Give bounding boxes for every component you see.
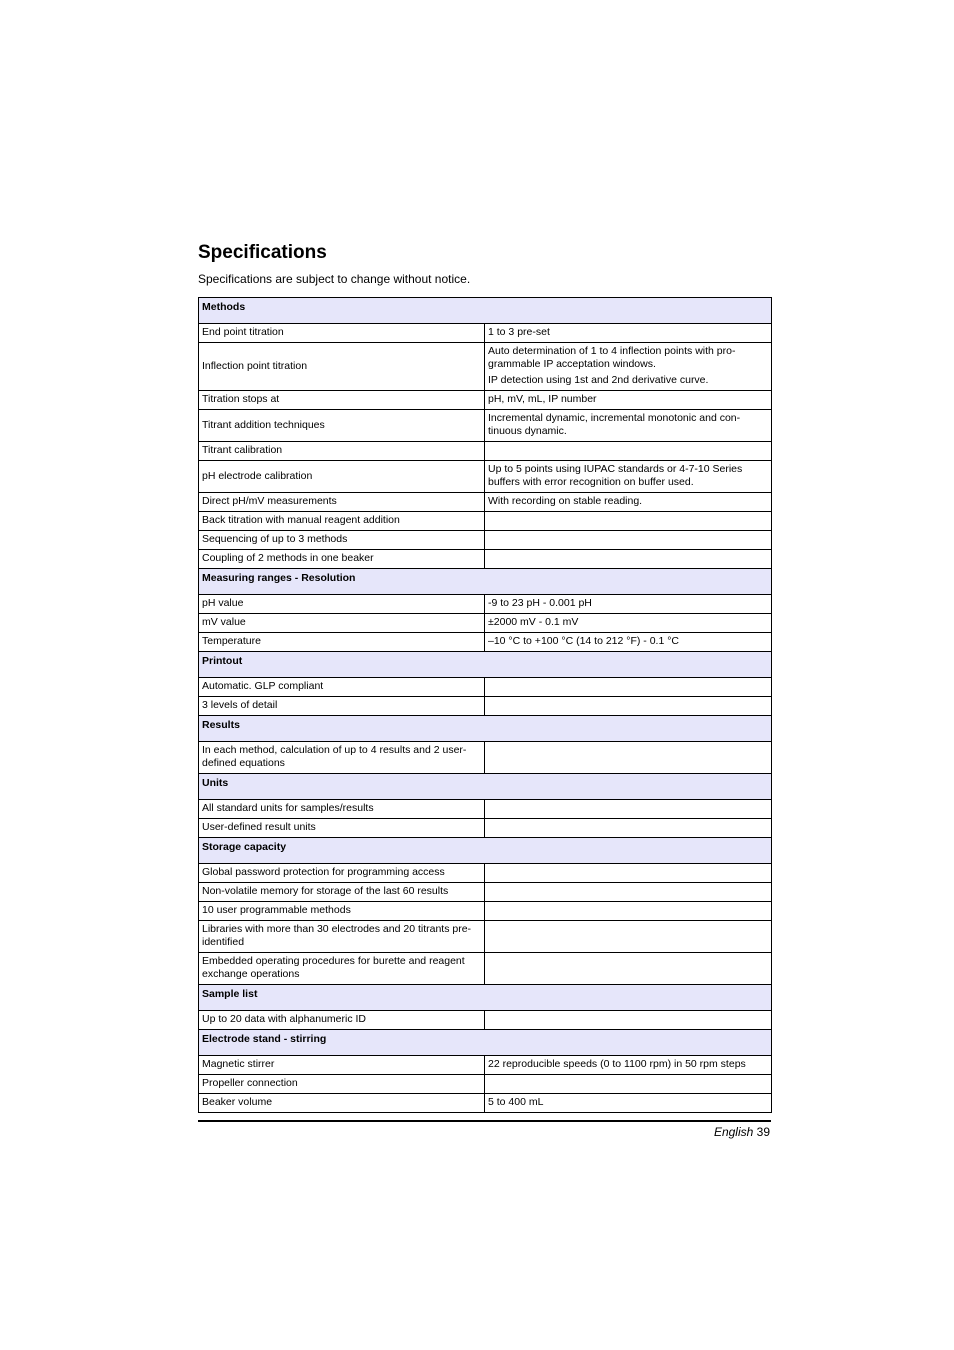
- spec-value-line: IP detection using 1st and 2nd derivative curve.: [488, 374, 709, 386]
- spec-label: Magnetic stirrer: [199, 1056, 485, 1075]
- section-title: Storage capacity: [199, 838, 772, 864]
- spec-value: [485, 953, 772, 985]
- spec-label: Beaker volume: [199, 1094, 485, 1113]
- page-title: Specifications: [198, 242, 327, 263]
- footer-language: English: [713, 1125, 754, 1139]
- spec-label: End point titration: [199, 324, 485, 343]
- spec-value: [485, 678, 772, 697]
- spec-row: [199, 902, 772, 921]
- section-title: Methods: [199, 298, 772, 324]
- spec-row: [199, 324, 772, 343]
- section-title: Electrode stand - stirring: [199, 1030, 772, 1056]
- spec-value-line: 1 to 3 pre-set: [488, 326, 550, 338]
- spec-row: [199, 461, 772, 493]
- section-header-row: [199, 716, 772, 742]
- spec-row: [199, 678, 772, 697]
- spec-label: 3 levels of detail: [199, 697, 485, 716]
- spec-label: pH electrode calibration: [199, 461, 485, 493]
- spec-label: Back titration with manual reagent addition: [199, 512, 485, 531]
- spec-value: [485, 531, 772, 550]
- spec-value: [485, 800, 772, 819]
- section-header-row: [199, 298, 772, 324]
- spec-label: Global password protection for programming access: [199, 864, 485, 883]
- spec-row: [199, 550, 772, 569]
- spec-label: Titration stops at: [199, 391, 485, 410]
- spec-row: [199, 1011, 772, 1030]
- spec-row: [199, 512, 772, 531]
- spec-label: Automatic. GLP compliant: [199, 678, 485, 697]
- spec-value-line: With recording on stable reading.: [488, 495, 643, 507]
- section-header-row: [199, 1030, 772, 1056]
- spec-value: [485, 1011, 772, 1030]
- spec-label: Sequencing of up to 3 methods: [199, 531, 485, 550]
- spec-value-line: ±2000 mV - 0.1 mV: [488, 616, 579, 628]
- spec-row: [199, 595, 772, 614]
- section-header-row: [199, 652, 772, 678]
- spec-label: User-defined result units: [199, 819, 485, 838]
- spec-label: Temperature: [199, 633, 485, 652]
- spec-value: [485, 493, 772, 512]
- spec-value: [485, 595, 772, 614]
- spec-row: [199, 1075, 772, 1094]
- spec-label: Inflection point titration: [199, 343, 485, 391]
- spec-value-line: 5 to 400 mL: [488, 1096, 544, 1108]
- spec-row: [199, 883, 772, 902]
- section-title: Units: [199, 774, 772, 800]
- spec-row: [199, 697, 772, 716]
- spec-row: [199, 343, 772, 391]
- specifications-table: [198, 297, 772, 1113]
- section-title: Results: [199, 716, 772, 742]
- spec-row: [199, 531, 772, 550]
- spec-label: Up to 20 data with alphanumeric ID: [199, 1011, 485, 1030]
- spec-row: [199, 493, 772, 512]
- page-footer: [714, 1125, 770, 1139]
- spec-value: [485, 633, 772, 652]
- spec-value: [485, 324, 772, 343]
- spec-value: [485, 410, 772, 442]
- spec-label: Titrant calibration: [199, 442, 485, 461]
- section-title: Sample list: [199, 985, 772, 1011]
- spec-label: 10 user programmable methods: [199, 902, 485, 921]
- spec-row: [199, 391, 772, 410]
- spec-row: [199, 864, 772, 883]
- spec-label: mV value: [199, 614, 485, 633]
- spec-label: Libraries with more than 30 electrodes and 20 titrants pre-identified: [199, 921, 485, 953]
- section-title: Measuring ranges - Resolution: [199, 569, 772, 595]
- section-title: Printout: [199, 652, 772, 678]
- spec-value: [485, 512, 772, 531]
- spec-value: [485, 902, 772, 921]
- spec-label: Propeller connection: [199, 1075, 485, 1094]
- spec-value: [485, 550, 772, 569]
- spec-value: [485, 1094, 772, 1113]
- spec-row: [199, 953, 772, 985]
- spec-value: [485, 742, 772, 774]
- spec-row: [199, 633, 772, 652]
- spec-value: [485, 819, 772, 838]
- spec-row: [199, 742, 772, 774]
- spec-label: All standard units for samples/results: [199, 800, 485, 819]
- section-header-row: [199, 985, 772, 1011]
- spec-label: In each method, calculation of up to 4 results and 2 user-defined equations: [199, 742, 485, 774]
- spec-row: [199, 1056, 772, 1075]
- spec-row: [199, 614, 772, 633]
- spec-value: [485, 864, 772, 883]
- spec-label: Non-volatile memory for storage of the last 60 results: [199, 883, 485, 902]
- spec-row: [199, 921, 772, 953]
- page-subtitle: Specifications are subject to change without notice.: [198, 272, 471, 286]
- footer-divider: [198, 1120, 771, 1122]
- spec-row: [199, 800, 772, 819]
- spec-row: [199, 819, 772, 838]
- spec-row: [199, 1094, 772, 1113]
- spec-value: [485, 343, 772, 391]
- spec-value: [485, 391, 772, 410]
- specifications-table-body: [199, 298, 772, 1113]
- spec-value: [485, 1075, 772, 1094]
- section-header-row: [199, 774, 772, 800]
- section-header-row: [199, 569, 772, 595]
- spec-label: Embedded operating procedures for burette and reagent exchange operations: [199, 953, 485, 985]
- spec-value-line: 22 reproducible speeds (0 to 1100 rpm) in 50 rpm steps: [488, 1058, 746, 1070]
- spec-value: [485, 697, 772, 716]
- spec-value-line: pH, mV, mL, IP number: [488, 393, 597, 405]
- spec-value-line: –10 °C to +100 °C (14 to 212 °F) - 0.1 °C: [488, 635, 680, 647]
- spec-value-line: Auto determination of 1 to 4 inflection points with pro-grammable IP acceptation windows.: [488, 345, 736, 370]
- spec-value: [485, 1056, 772, 1075]
- spec-value: [485, 442, 772, 461]
- spec-row: [199, 442, 772, 461]
- spec-label: pH value: [199, 595, 485, 614]
- footer-page-number: 39: [756, 1125, 770, 1139]
- spec-value-line: Incremental dynamic, incremental monotonic and con-tinuous dynamic.: [488, 412, 741, 437]
- spec-value: [485, 461, 772, 493]
- spec-value: [485, 614, 772, 633]
- spec-value-line: -9 to 23 pH - 0.001 pH: [488, 597, 592, 609]
- spec-label: Coupling of 2 methods in one beaker: [199, 550, 485, 569]
- spec-label: Titrant addition techniques: [199, 410, 485, 442]
- spec-row: [199, 410, 772, 442]
- section-header-row: [199, 838, 772, 864]
- spec-label: Direct pH/mV measurements: [199, 493, 485, 512]
- spec-value-line: Up to 5 points using IUPAC standards or 4-7-10 Series buffers with error recognition on buffer used.: [488, 463, 743, 488]
- spec-value: [485, 883, 772, 902]
- spec-value: [485, 921, 772, 953]
